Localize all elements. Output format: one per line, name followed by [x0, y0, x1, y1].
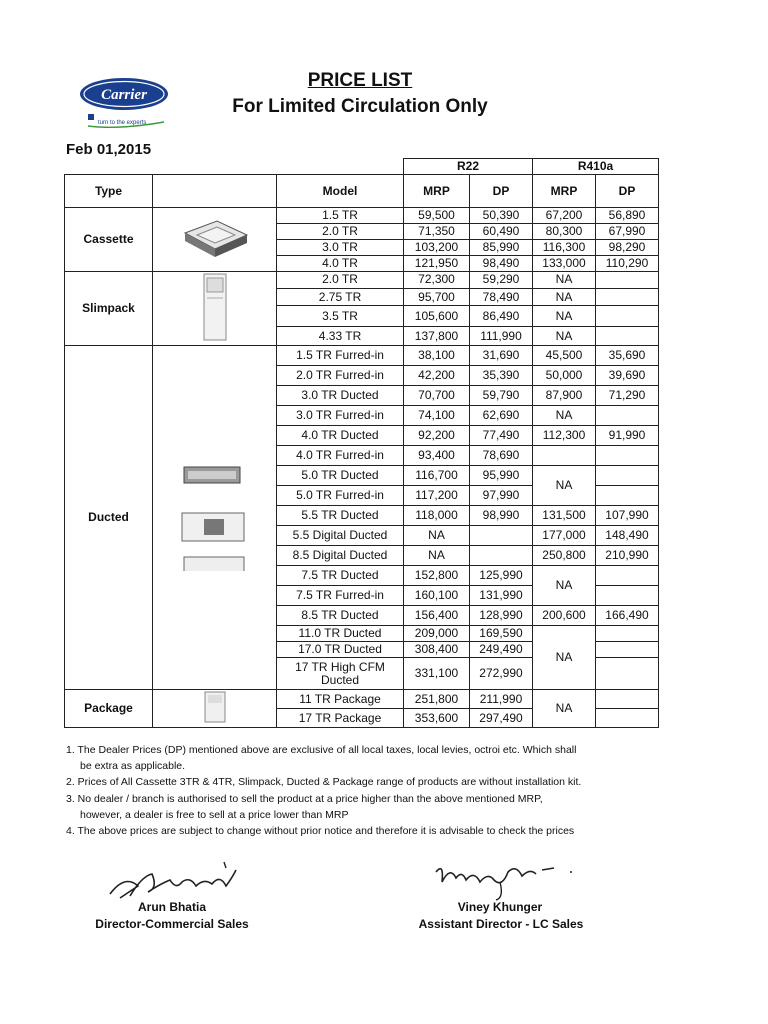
r410a-dp-cell — [596, 690, 659, 709]
notes — [66, 742, 706, 839]
r410a-mrp-cell: NA — [533, 406, 596, 426]
header-type: Type — [65, 175, 153, 208]
r22-mrp-cell: 160,100 — [404, 586, 470, 606]
r410a-dp-cell: 166,490 — [596, 606, 659, 626]
r410a-dp-cell — [596, 288, 659, 306]
r22-dp-cell: 95,990 — [470, 466, 533, 486]
model-cell: 8.5 TR Ducted — [277, 606, 404, 626]
table-row — [65, 346, 659, 366]
r22-dp-cell — [470, 526, 533, 546]
r410a-mrp-cell: NA — [533, 690, 596, 728]
r410a-dp-cell — [596, 306, 659, 327]
model-cell: 11 TR Package — [277, 690, 404, 709]
r22-dp-cell: 98,990 — [470, 506, 533, 526]
signatory-title: Director-Commercial Sales — [95, 917, 249, 931]
page-subtitle: For Limited Circulation Only — [232, 96, 488, 117]
note-line: 3. No dealer / branch is authorised to sell the product at a price higher than the above mentioned MRP, — [66, 792, 543, 805]
r410a-dp-cell — [596, 466, 659, 486]
type-slimpack: Slimpack — [65, 272, 153, 346]
r22-mrp-cell: 331,100 — [404, 658, 470, 690]
r22-dp-cell: 59,290 — [470, 272, 533, 289]
model-cell: 5.0 TR Ducted — [277, 466, 404, 486]
r22-mrp-cell: 72,300 — [404, 272, 470, 289]
svg-text:turn to the experts: turn to the experts — [98, 120, 147, 126]
model-cell: 4.0 TR — [277, 256, 404, 272]
signatory-name: Viney Khunger — [457, 900, 543, 914]
price-list-date: Feb 01,2015 — [66, 141, 152, 158]
r410a-mrp-cell: NA — [533, 288, 596, 306]
r22-dp-cell: 59,790 — [470, 386, 533, 406]
r22-mrp-cell: 38,100 — [404, 346, 470, 366]
r410a-dp-cell: 148,490 — [596, 526, 659, 546]
r22-mrp-cell: 152,800 — [404, 566, 470, 586]
r22-mrp-cell: 209,000 — [404, 626, 470, 642]
r410a-dp-cell — [596, 586, 659, 606]
model-cell: 2.75 TR — [277, 288, 404, 306]
r22-dp-cell: 78,490 — [470, 288, 533, 306]
r22-dp-cell: 98,490 — [470, 256, 533, 272]
r22-mrp-cell: 42,200 — [404, 366, 470, 386]
signature-arun-bhatia — [100, 856, 250, 906]
svg-text:Carrier: Carrier — [101, 87, 147, 103]
price-table — [64, 158, 659, 728]
model-cell: 2.0 TR Furred-in — [277, 366, 404, 386]
note-line: be extra as applicable. — [80, 760, 186, 773]
signature-viney-khunger — [430, 852, 590, 904]
r410a-mrp-cell: 133,000 — [533, 256, 596, 272]
r22-dp-cell: 62,690 — [470, 406, 533, 426]
type-package: Package — [65, 690, 153, 728]
slimpack-unit-image — [200, 272, 230, 342]
header-r22-dp: DP — [470, 175, 533, 208]
model-cell: 4.0 TR Ducted — [277, 426, 404, 446]
r410a-dp-cell — [596, 486, 659, 506]
r22-mrp-cell: 70,700 — [404, 386, 470, 406]
r22-mrp-cell: 137,800 — [404, 327, 470, 346]
model-cell: 4.33 TR — [277, 327, 404, 346]
r22-mrp-cell: 92,200 — [404, 426, 470, 446]
r22-dp-cell: 125,990 — [470, 566, 533, 586]
table-row — [65, 208, 659, 224]
model-cell: 17 TR High CFM Ducted — [277, 658, 404, 690]
cassette-unit-image — [179, 213, 251, 263]
model-cell: 1.5 TR — [277, 208, 404, 224]
table-row — [65, 690, 659, 709]
ducted-image — [153, 346, 277, 690]
r410a-mrp-cell: 50,000 — [533, 366, 596, 386]
signatory-title: Assistant Director - LC Sales — [418, 917, 584, 931]
model-cell: 3.5 TR — [277, 306, 404, 327]
r22-dp-cell: 169,590 — [470, 626, 533, 642]
header-image — [153, 175, 277, 208]
package-unit-image — [203, 690, 227, 724]
r410a-dp-cell — [596, 658, 659, 690]
table-row — [65, 272, 659, 289]
r410a-dp-cell: 98,290 — [596, 240, 659, 256]
signatory-name: Arun Bhatia — [137, 900, 206, 914]
r22-mrp-cell: 251,800 — [404, 690, 470, 709]
r22-dp-cell: 78,690 — [470, 446, 533, 466]
type-cassette: Cassette — [65, 208, 153, 272]
r410a-mrp-cell: 80,300 — [533, 224, 596, 240]
model-cell: 7.5 TR Ducted — [277, 566, 404, 586]
page-title: PRICE LIST — [307, 70, 413, 91]
r410a-mrp-cell: NA — [533, 566, 596, 606]
model-cell: 17.0 TR Ducted — [277, 642, 404, 658]
r22-mrp-cell: 156,400 — [404, 606, 470, 626]
r410a-mrp-cell: NA — [533, 327, 596, 346]
r410a-mrp-cell: 200,600 — [533, 606, 596, 626]
r22-dp-cell: 272,990 — [470, 658, 533, 690]
r22-mrp-cell: 59,500 — [404, 208, 470, 224]
model-cell: 3.0 TR — [277, 240, 404, 256]
model-cell: 3.0 TR Ducted — [277, 386, 404, 406]
r22-dp-cell: 211,990 — [470, 690, 533, 709]
package-image — [153, 690, 277, 728]
model-cell: 2.0 TR — [277, 224, 404, 240]
r410a-dp-cell — [596, 272, 659, 289]
r410a-dp-cell — [596, 709, 659, 728]
header-model: Model — [277, 175, 404, 208]
r22-dp-cell: 249,490 — [470, 642, 533, 658]
note-line: 2. Prices of All Cassette 3TR & 4TR, Slimpack, Ducted & Package range of products are without installation kit. — [66, 776, 582, 789]
r22-dp-cell: 85,990 — [470, 240, 533, 256]
model-cell: 5.5 TR Ducted — [277, 506, 404, 526]
r410a-mrp-cell: 112,300 — [533, 426, 596, 446]
r22-mrp-cell: 93,400 — [404, 446, 470, 466]
r22-dp-cell: 297,490 — [470, 709, 533, 728]
r410a-mrp-cell: 67,200 — [533, 208, 596, 224]
model-cell: 5.0 TR Furred-in — [277, 486, 404, 506]
model-cell: 3.0 TR Furred-in — [277, 406, 404, 426]
r22-dp-cell: 50,390 — [470, 208, 533, 224]
r22-dp-cell: 131,990 — [470, 586, 533, 606]
r22-mrp-cell: 353,600 — [404, 709, 470, 728]
r22-dp-cell: 77,490 — [470, 426, 533, 446]
r410a-mrp-cell: 87,900 — [533, 386, 596, 406]
model-cell: 7.5 TR Furred-in — [277, 586, 404, 606]
r410a-dp-cell — [596, 327, 659, 346]
r22-dp-cell — [470, 546, 533, 566]
r22-dp-cell: 35,390 — [470, 366, 533, 386]
cassette-image — [153, 208, 277, 272]
r410a-dp-cell: 35,690 — [596, 346, 659, 366]
r410a-dp-cell — [596, 406, 659, 426]
r410a-mrp-cell: 177,000 — [533, 526, 596, 546]
r410a-mrp-cell: NA — [533, 626, 596, 690]
r410a-dp-cell — [596, 566, 659, 586]
r22-mrp-cell: 308,400 — [404, 642, 470, 658]
r410a-mrp-cell: NA — [533, 466, 596, 506]
model-cell: 1.5 TR Furred-in — [277, 346, 404, 366]
header-r410a-mrp: MRP — [533, 175, 596, 208]
note-line: 4. The above prices are subject to change without prior notice and therefore it is advisable to check the prices — [66, 825, 575, 838]
r410a-mrp-cell: NA — [533, 306, 596, 327]
r410a-mrp-cell: 131,500 — [533, 506, 596, 526]
model-cell: 11.0 TR Ducted — [277, 626, 404, 642]
r410a-mrp-cell: 250,800 — [533, 546, 596, 566]
r22-mrp-cell: 116,700 — [404, 466, 470, 486]
r410a-dp-cell — [596, 642, 659, 658]
r410a-dp-cell: 107,990 — [596, 506, 659, 526]
r22-dp-cell: 60,490 — [470, 224, 533, 240]
r22-mrp-cell: NA — [404, 526, 470, 546]
header-r22: R22 — [404, 159, 533, 175]
r410a-dp-cell: 71,290 — [596, 386, 659, 406]
r22-dp-cell: 111,990 — [470, 327, 533, 346]
r410a-dp-cell: 56,890 — [596, 208, 659, 224]
r410a-dp-cell: 210,990 — [596, 546, 659, 566]
r410a-dp-cell: 110,290 — [596, 256, 659, 272]
r22-mrp-cell: NA — [404, 546, 470, 566]
r410a-dp-cell: 91,990 — [596, 426, 659, 446]
r22-mrp-cell: 71,350 — [404, 224, 470, 240]
r22-mrp-cell: 121,950 — [404, 256, 470, 272]
r410a-mrp-cell: 116,300 — [533, 240, 596, 256]
model-cell: 17 TR Package — [277, 709, 404, 728]
r22-mrp-cell: 118,000 — [404, 506, 470, 526]
r22-mrp-cell: 117,200 — [404, 486, 470, 506]
r22-dp-cell: 86,490 — [470, 306, 533, 327]
r410a-dp-cell — [596, 626, 659, 642]
note-line: however, a dealer is free to sell at a price lower than MRP — [80, 808, 349, 821]
header-spacer — [65, 159, 404, 175]
r22-mrp-cell: 74,100 — [404, 406, 470, 426]
type-ducted: Ducted — [65, 346, 153, 690]
r22-mrp-cell: 105,600 — [404, 306, 470, 327]
header-r410a-dp: DP — [596, 175, 659, 208]
r410a-dp-cell — [596, 446, 659, 466]
header-r410a: R410a — [533, 159, 659, 175]
model-cell: 4.0 TR Furred-in — [277, 446, 404, 466]
header-r22-mrp: MRP — [404, 175, 470, 208]
ducted-unit-image — [180, 461, 250, 571]
slimpack-image — [153, 272, 277, 346]
table-row — [65, 159, 659, 175]
model-cell: 2.0 TR — [277, 272, 404, 289]
r410a-mrp-cell: 45,500 — [533, 346, 596, 366]
model-cell: 5.5 Digital Ducted — [277, 526, 404, 546]
note-line: 1. The Dealer Prices (DP) mentioned above are exclusive of all local taxes, local levies, octroi etc. Which shall — [66, 744, 577, 756]
table-row — [65, 175, 659, 208]
r22-dp-cell: 31,690 — [470, 346, 533, 366]
r410a-dp-cell: 39,690 — [596, 366, 659, 386]
r22-mrp-cell: 95,700 — [404, 288, 470, 306]
model-cell: 8.5 Digital Ducted — [277, 546, 404, 566]
r410a-mrp-cell — [533, 446, 596, 466]
r22-mrp-cell: 103,200 — [404, 240, 470, 256]
r22-dp-cell: 128,990 — [470, 606, 533, 626]
r22-dp-cell: 97,990 — [470, 486, 533, 506]
r410a-mrp-cell: NA — [533, 272, 596, 289]
r410a-dp-cell: 67,990 — [596, 224, 659, 240]
